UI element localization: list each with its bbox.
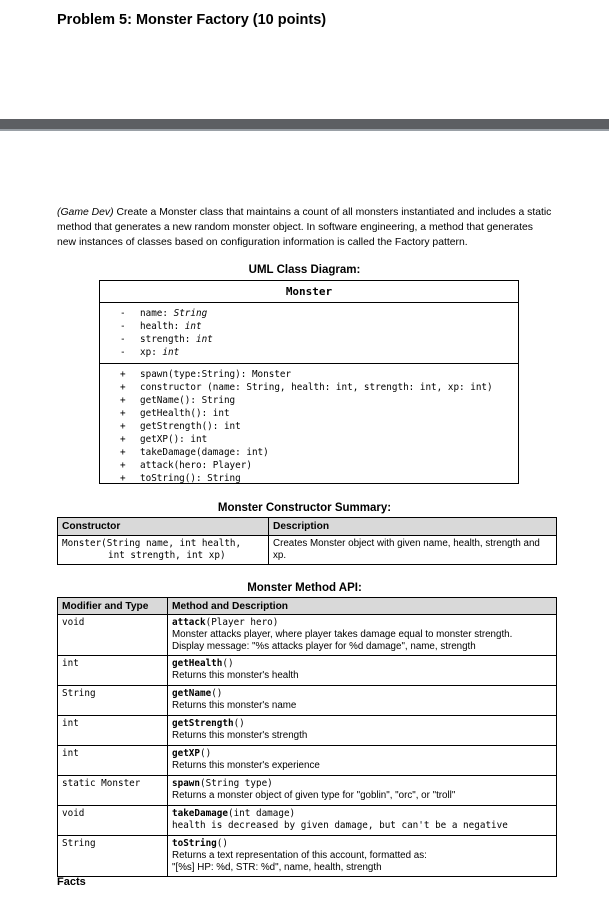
uml-method: + getXP(): int [120, 434, 208, 445]
table-row [58, 716, 557, 746]
constructor-summary-table [57, 517, 557, 565]
table-row [58, 746, 557, 776]
method-cell: getName() Returns this monster's name [168, 686, 557, 716]
modifier-cell: int [58, 716, 168, 746]
table-header: Constructor [58, 518, 269, 536]
table-row [58, 776, 557, 806]
modifier-cell: void [58, 806, 168, 836]
modifier-cell: String [58, 836, 168, 877]
constructor-signature: Monster(String name, int health, int strength, int xp) [58, 536, 269, 565]
page-title: Problem 5: Monster Factory (10 points) [57, 12, 327, 28]
intro-text: Create a Monster class that maintains a count of all monsters instantiated and includes a static method that generates a new random monster object. In software engineering, a method that generates new instances of classes based on configuration information is called the Factory pattern. [57, 207, 552, 248]
method-cell: toString() Returns a text representation of this account, formatted as: "[%s] HP: %d, STR: %d", name, health, strength [168, 836, 557, 877]
uml-method: + spawn(type:String): Monster [120, 369, 292, 380]
modifier-cell: String [58, 686, 168, 716]
uml-method: + toString(): String [120, 473, 241, 484]
table-row [58, 656, 557, 686]
uml-class-box [99, 280, 519, 484]
uml-method: + constructor (name: String, health: int, strength: int, xp: int) [120, 382, 493, 393]
uml-method: + takeDamage(damage: int) [120, 447, 269, 458]
method-api-table [57, 597, 557, 877]
table-header: Description [269, 518, 557, 536]
uml-method: + getStrength(): int [120, 421, 241, 432]
table-header: Method and Description [168, 598, 557, 615]
table-row [58, 615, 557, 656]
method-cell: takeDamage(int damage) health is decreased by given damage, but can't be a negative [168, 806, 557, 836]
method-cell: getXP() Returns this monster's experience [168, 746, 557, 776]
uml-attribute: - strength: int [120, 334, 213, 345]
modifier-cell: int [58, 656, 168, 686]
uml-attribute: - name: String [120, 308, 208, 319]
method-api-heading: Monster Method API: [247, 582, 362, 594]
section-divider-shadow [0, 129, 609, 131]
modifier-cell: static Monster [58, 776, 168, 806]
table-row [58, 536, 557, 565]
uml-attribute: - health: int [120, 321, 202, 332]
table-row [58, 836, 557, 877]
table-header: Modifier and Type [58, 598, 168, 615]
uml-methods [100, 364, 518, 484]
uml-method: + getName(): String [120, 395, 236, 406]
method-cell: attack(Player hero) Monster attacks player, where player takes damage equal to monster strength. Display message: "%s attacks player for %d damage", name, strength [168, 615, 557, 656]
intro-paragraph [57, 205, 552, 250]
method-cell: getStrength() Returns this monster's strength [168, 716, 557, 746]
section-divider [0, 119, 609, 129]
uml-attributes [100, 303, 518, 364]
uml-method: + attack(hero: Player) [120, 460, 252, 471]
facts-label: Facts [57, 876, 86, 888]
table-row [58, 806, 557, 836]
modifier-cell: int [58, 746, 168, 776]
constructor-summary-heading: Monster Constructor Summary: [217, 502, 392, 514]
method-cell: getHealth() Returns this monster's health [168, 656, 557, 686]
uml-heading: UML Class Diagram: [248, 264, 361, 276]
method-cell: spawn(String type) Returns a monster object of given type for "goblin", "orc", or "troll" [168, 776, 557, 806]
constructor-description: Creates Monster object with given name, health, strength and xp. [269, 536, 557, 565]
intro-tag: (Game Dev) [57, 207, 114, 218]
uml-method: + getHealth(): int [120, 408, 230, 419]
modifier-cell: void [58, 615, 168, 656]
uml-attribute: - xp: int [120, 347, 180, 358]
table-row [58, 686, 557, 716]
uml-class-name: Monster [100, 281, 518, 303]
